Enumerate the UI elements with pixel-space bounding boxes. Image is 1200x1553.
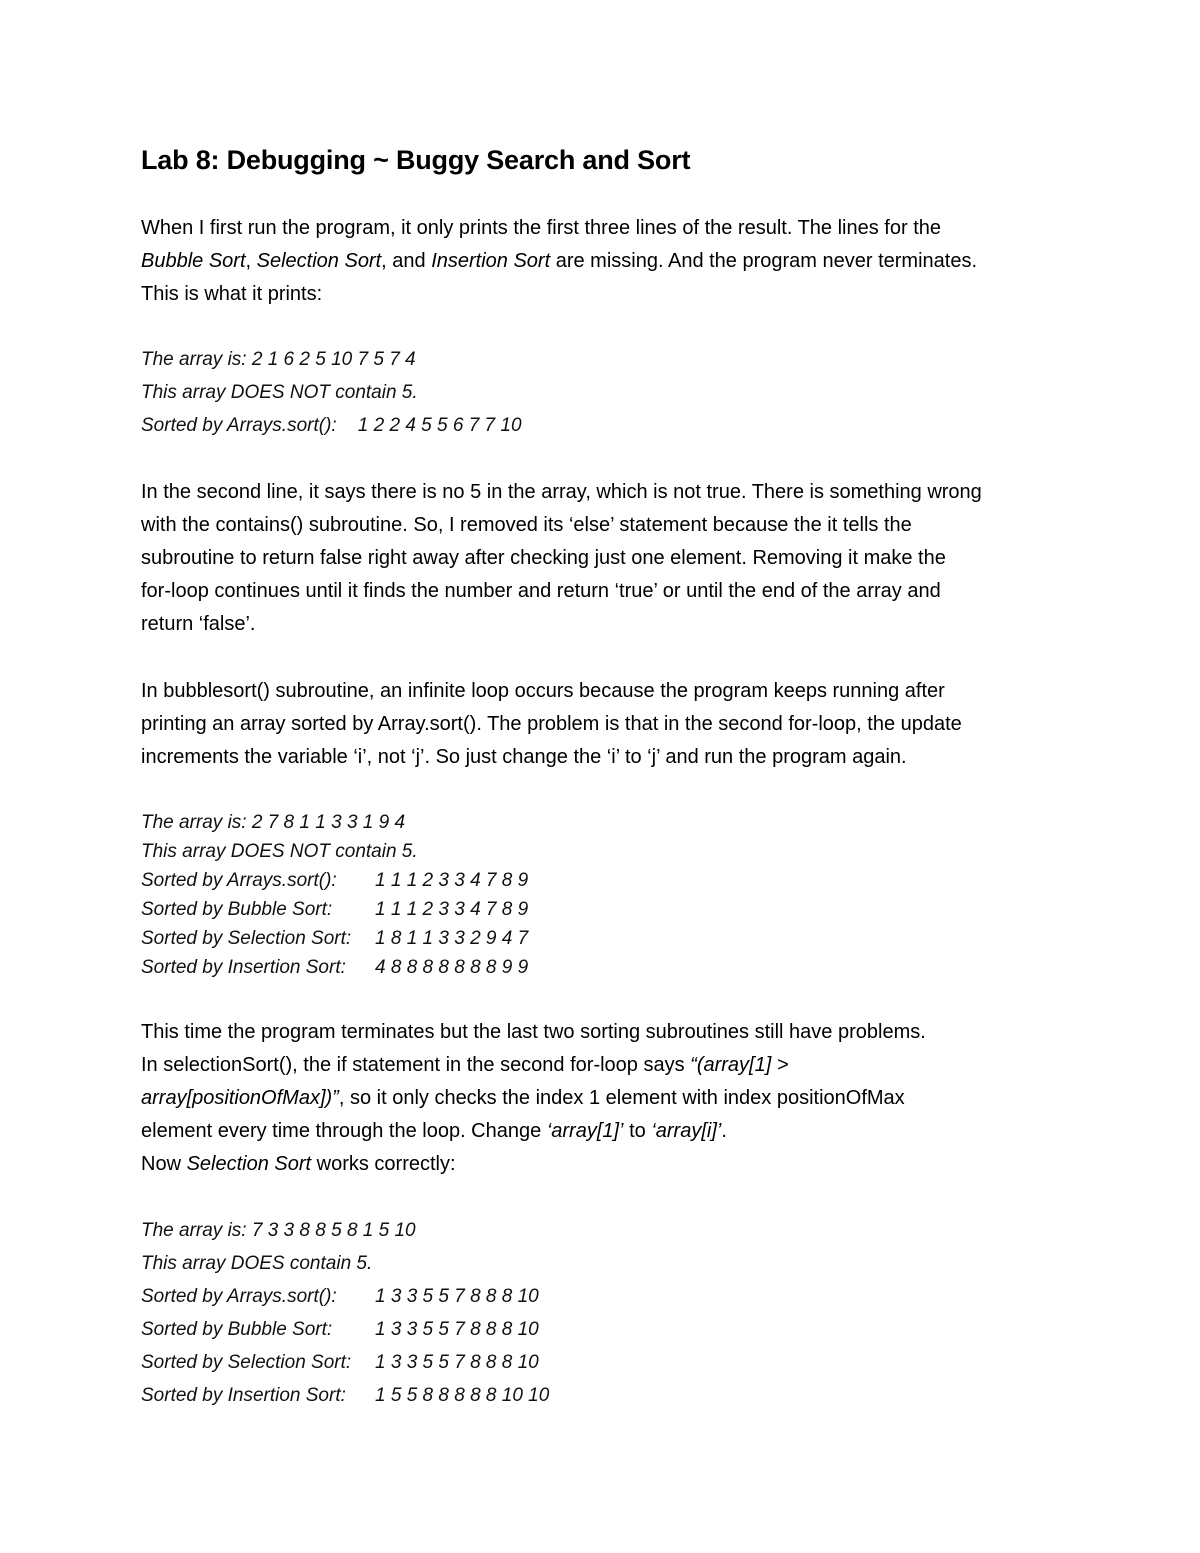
text-line: In selectionSort(), the if statement in the second for-loop says “(array[1] > [141,1054,789,1076]
sort-label: Sorted by Arrays.sort(): [141,1286,337,1307]
emphasis: “(array[1] > [690,1054,789,1076]
text-line: subroutine to return false right away after checking just one element. Removing it make the [141,547,946,569]
intro-paragraph [141,212,1061,311]
sort-values: 1 5 5 8 8 8 8 8 10 10 [375,1385,550,1406]
text-line: In bubblesort() subroutine, an infinite loop occurs because the program keeps running after [141,680,945,702]
selectionsort-paragraph [141,1016,1061,1181]
text-line: Bubble Sort, Selection Sort, and Insertion Sort are missing. And the program never terminates. [141,250,978,272]
text-line: When I first run the program, it only prints the first three lines of the result. The lines for the [141,217,941,239]
sort-values: 4 8 8 8 8 8 8 8 9 9 [375,957,529,978]
text-line: This time the program terminates but the last two sorting subroutines still have problems. [141,1021,926,1043]
output-line: The array is: 2 7 8 1 1 3 3 1 9 4 [141,812,406,833]
bubblesort-paragraph [141,675,1061,774]
text-line: increments the variable ‘i’, not ‘j’. So just change the ‘i’ to ‘j’ and run the program again. [141,746,907,768]
sort-values: 1 3 3 5 5 7 8 8 8 10 [375,1352,539,1373]
output-line: The array is: 2 1 6 2 5 10 7 5 7 4 [141,349,416,370]
sort-values: 1 1 1 2 3 3 4 7 8 9 [375,899,529,920]
text-line: array[positionOfMax])”, so it only checks the index 1 element with index positionOfMax [141,1087,905,1109]
output-line: This array DOES contain 5. [141,1253,373,1274]
output-line: This array DOES NOT contain 5. [141,382,418,403]
text-line: printing an array sorted by Array.sort(). The problem is that in the second for-loop, the update [141,713,962,735]
emphasis: Selection Sort [186,1153,312,1175]
text-line: This is what it prints: [141,283,323,305]
sort-values: 1 8 1 1 3 3 2 9 4 7 [375,928,529,949]
sort-label: Sorted by Insertion Sort: [141,1385,346,1406]
output-row [141,924,1041,953]
text-line: return ‘false’. [141,613,256,635]
emphasis: ‘array[i]’ [651,1120,722,1142]
text-line: Now Selection Sort works correctly: [141,1153,456,1175]
sort-values: 1 3 3 5 5 7 8 8 8 10 [375,1286,539,1307]
output-row [141,1280,1041,1313]
output-line: The array is: 7 3 3 8 8 5 8 1 5 10 [141,1220,416,1241]
sort-values: 1 1 1 2 3 3 4 7 8 9 [375,870,529,891]
text-line: element every time through the loop. Change ‘array[1]’ to ‘array[i]’. [141,1120,727,1142]
output-row [141,1313,1041,1346]
emphasis: ‘array[1]’ [546,1120,624,1142]
text-line: for-loop continues until it finds the number and return ‘true’ or until the end of the array and [141,580,941,602]
emphasis: Selection Sort [256,250,382,272]
output-row [141,895,1041,924]
sort-label: Sorted by Bubble Sort: [141,899,333,920]
output-row [141,866,1041,895]
sort-label: Sorted by Arrays.sort(): [141,870,337,891]
output-row [141,1379,1041,1412]
program-output-1 [141,343,1041,442]
program-output-2 [141,808,1041,982]
text-line: In the second line, it says there is no 5 in the array, which is not true. There is something wrong [141,481,982,503]
sort-label: Sorted by Selection Sort: [141,1352,352,1373]
emphasis: array[positionOfMax])” [141,1087,339,1109]
output-line: This array DOES NOT contain 5. [141,841,418,862]
sort-label: Sorted by Insertion Sort: [141,957,346,978]
sort-values: 1 3 3 5 5 7 8 8 8 10 [375,1319,539,1340]
contains-paragraph [141,476,1061,641]
output-row [141,953,1041,982]
emphasis: Insertion Sort [431,250,551,272]
sort-label: Sorted by Selection Sort: [141,928,352,949]
emphasis: Bubble Sort [141,250,246,272]
program-output-3 [141,1214,1041,1412]
page-title: Lab 8: Debugging ~ Buggy Search and Sort [141,145,691,175]
sort-label: Sorted by Bubble Sort: [141,1319,333,1340]
text-line: with the contains() subroutine. So, I removed its ‘else’ statement because the it tells the [141,514,912,536]
output-row [141,1346,1041,1379]
output-line: Sorted by Arrays.sort(): 1 2 2 4 5 5 6 7 7 10 [141,415,522,436]
